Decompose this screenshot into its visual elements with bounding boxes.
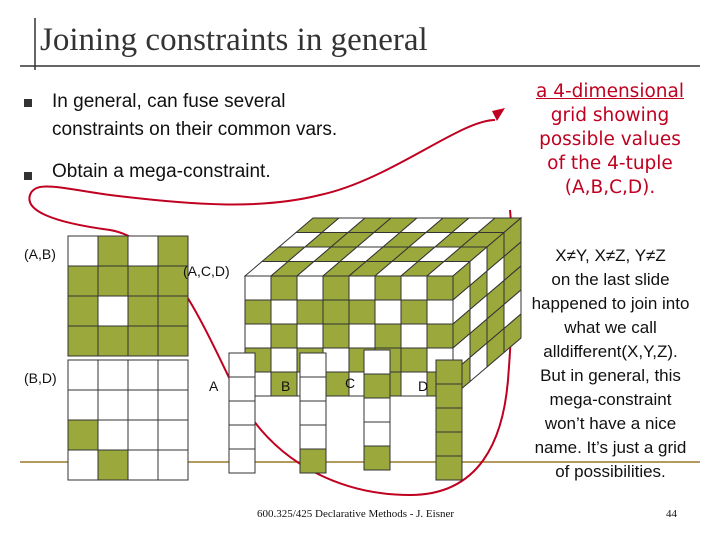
cube-front-cell (375, 300, 401, 324)
grid-cell (98, 390, 128, 420)
col-a-cell (229, 377, 255, 401)
grid-cell (68, 450, 98, 480)
cube-front-cell (401, 300, 427, 324)
cube-front-cell (401, 348, 427, 372)
cube-front-cell (271, 324, 297, 348)
bullet-line-3: Obtain a mega-constraint. (52, 161, 271, 182)
cube-front-cell (427, 324, 453, 348)
grid-cell (98, 420, 128, 450)
label-acd: (A,C,D) (183, 263, 230, 279)
cube-front-cell (245, 300, 271, 324)
grid-cell (158, 360, 188, 390)
col-d-cell (436, 432, 462, 456)
annotation-line: possible values (539, 129, 681, 150)
label-a: A (209, 378, 219, 394)
cube-front-cell (427, 300, 453, 324)
cube-front-cell (297, 324, 323, 348)
annotation-text (505, 80, 715, 200)
cube-front-cell (375, 276, 401, 300)
annotation-line: (A,B,C,D). (564, 177, 656, 198)
page-number: 44 (666, 508, 677, 520)
grid-ab (68, 236, 188, 356)
cube-front-cell (297, 300, 323, 324)
grid-cell (128, 360, 158, 390)
col-a-cell (229, 401, 255, 425)
grid-cell (98, 266, 128, 296)
cube-front-cell (323, 300, 349, 324)
col-b-cell (300, 401, 326, 425)
grid-cell (68, 360, 98, 390)
cube-front-cell (349, 300, 375, 324)
cube-front-cell (349, 324, 375, 348)
grid-cell (128, 236, 158, 266)
label-d: D (418, 378, 429, 394)
label-c: C (345, 375, 356, 391)
cube-front-cell (271, 348, 297, 372)
col-d-cell (436, 384, 462, 408)
bullet-marker-2 (24, 172, 32, 180)
slide-title: Joining constraints in general (40, 22, 428, 58)
grid-cell (128, 296, 158, 326)
cube-front-cell (271, 276, 297, 300)
grid-cell (128, 266, 158, 296)
label-b: B (281, 378, 291, 394)
grid-cell (98, 450, 128, 480)
footer-text: 600.325/425 Declarative Methods - J. Eisner (257, 508, 455, 520)
side-line: on the last slide (551, 270, 670, 289)
grid-cell (68, 236, 98, 266)
cube-front-cell (323, 276, 349, 300)
col-a-cell (229, 449, 255, 473)
cube-front-cell (271, 300, 297, 324)
grid-bd (68, 360, 188, 480)
col-b-cell (300, 449, 326, 473)
grid-cell (98, 360, 128, 390)
cube-front-cell (375, 324, 401, 348)
col-d-cell (436, 408, 462, 432)
cube-front-cell (323, 324, 349, 348)
col-c-cell (364, 398, 390, 422)
cube-front-cell (427, 276, 453, 300)
grid-cell (128, 420, 158, 450)
side-line: X≠Y, X≠Z, Y≠Z (555, 246, 666, 265)
grid-cell (98, 296, 128, 326)
grid-cell (68, 326, 98, 356)
side-note (503, 244, 718, 484)
grid-cell (158, 296, 188, 326)
cube-front-cell (349, 276, 375, 300)
col-c-cell (364, 350, 390, 374)
grid-cell (128, 390, 158, 420)
col-c-cell (364, 374, 390, 398)
cube-front-cell (401, 276, 427, 300)
cube-front-cell (323, 348, 349, 372)
grid-cell (98, 326, 128, 356)
grid-cell (128, 326, 158, 356)
grid-cell (158, 390, 188, 420)
side-line: name. It’s just a grid (534, 438, 687, 457)
grid-cell (98, 236, 128, 266)
grid-cell (128, 450, 158, 480)
cube-front-cell (245, 324, 271, 348)
col-d-cell (436, 360, 462, 384)
bullet-line-2: constraints on their common vars. (52, 119, 338, 140)
col-b-cell (300, 377, 326, 401)
side-line: happened to join into (531, 294, 690, 313)
col-a-cell (229, 353, 255, 377)
grid-cell (68, 390, 98, 420)
col-c-cell (364, 422, 390, 446)
col-b-cell (300, 425, 326, 449)
annotation-line: of the 4-tuple (547, 153, 673, 174)
side-line: what we call (564, 318, 657, 337)
col-c-cell (364, 446, 390, 470)
cube-front-cell (245, 276, 271, 300)
col-d-cell (436, 456, 462, 480)
label-bd: (B,D) (24, 370, 57, 386)
bullet-line-1: In general, can fuse several (52, 91, 286, 112)
grid-cell (158, 326, 188, 356)
side-line: won’t have a nice (544, 414, 677, 433)
side-line: mega-constraint (549, 390, 672, 409)
grid-cell (68, 266, 98, 296)
side-line: of possibilities. (555, 462, 666, 481)
col-a-cell (229, 425, 255, 449)
side-line: alldifferent(X,Y,Z). (543, 342, 678, 361)
col-b-cell (300, 353, 326, 377)
grid-cell (158, 236, 188, 266)
bullet-marker-1 (24, 99, 32, 107)
side-line: But in general, this (540, 366, 681, 385)
grid-cell (68, 296, 98, 326)
grid-cell (68, 420, 98, 450)
cube-front-cell (401, 324, 427, 348)
cube-front-cell (297, 276, 323, 300)
annotation-line: grid showing (550, 105, 670, 126)
grid-cell (158, 450, 188, 480)
annotation-line: a 4-dimensional (536, 81, 684, 102)
grid-cell (158, 420, 188, 450)
label-ab: (A,B) (24, 246, 56, 262)
